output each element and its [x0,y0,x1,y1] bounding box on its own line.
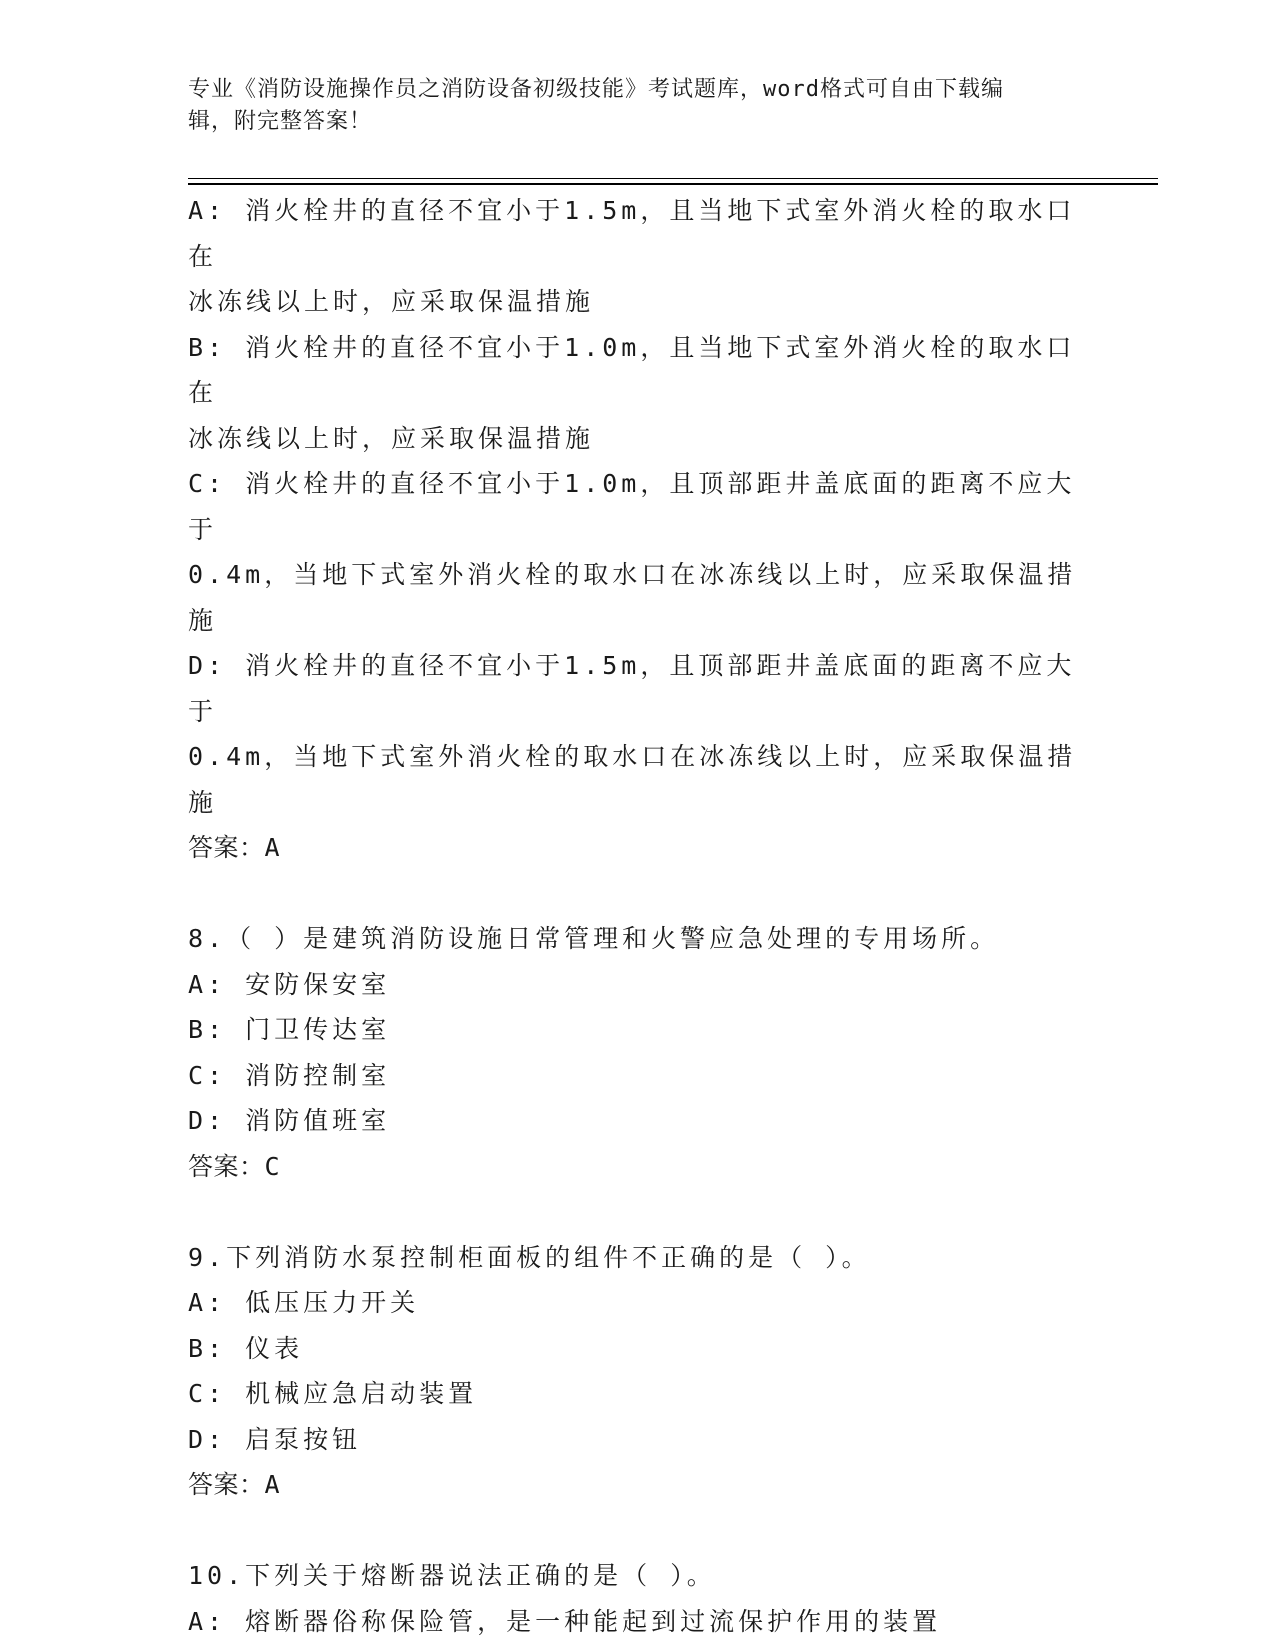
document-header [188,74,1088,138]
question-content [188,188,1088,1644]
q7-option-c-line-3: 施 [188,605,218,635]
q9-option-c: C: 机械应急启动装置 [188,1379,478,1408]
question-10 [188,1553,1088,1644]
q7-option-d-line-3: 施 [188,787,218,817]
q8-option-d: D: 消防值班室 [188,1106,391,1135]
q9-option-a: A: 低压压力开关 [188,1288,420,1317]
q7-option-c-line-2: 0.4m，当地下式室外消火栓的取水口在冰冻线以上时，应采取保温措 [188,560,1077,589]
spacer [188,1189,1088,1235]
q7-option-b-line-1: B: 消火栓井的直径不宜小于1.0m，且当地下式室外消火栓的取水口在 [188,332,1076,407]
q7-option-a-line-1: A: 消火栓井的直径不宜小于1.5m，且当地下式室外消火栓的取水口在 [188,196,1076,271]
q9-option-b: B: 仪表 [188,1333,304,1363]
q9-option-d: D: 启泵按钮 [188,1424,362,1454]
q7-option-a-line-2: 冰冻线以上时，应采取保温措施 [188,287,595,316]
q10-question-text: 10.下列关于熔断器说法正确的是（ ）。 [188,1561,716,1590]
q7-option-c-line-1: C: 消火栓井的直径不宜小于1.0m，且顶部距井盖底面的距离不应大于 [188,469,1076,544]
q7-option-d-line-1: D: 消火栓井的直径不宜小于1.5m，且顶部距井盖底面的距离不应大于 [188,651,1076,726]
question-9 [188,1235,1088,1508]
header-divider-thin [188,178,1158,179]
spacer [188,1508,1088,1554]
question-8 [188,916,1088,1189]
q8-answer: 答案：C [188,1151,281,1181]
q8-option-a: A: 安防保安室 [188,969,391,999]
q8-question-text: 8.（ ）是建筑消防设施日常管理和火警应急处理的专用场所。 [188,924,1000,953]
spacer [188,871,1088,917]
header-line-1: 专业《消防设施操作员之消防设备初级技能》考试题库，word格式可自由下载编 [188,77,1004,102]
header-divider-thick [188,183,1158,185]
question-7 [188,188,1088,871]
q10-option-a: A: 熔断器俗称保险管，是一种能起到过流保护作用的装置 [188,1606,942,1636]
q7-option-d-line-2: 0.4m，当地下式室外消火栓的取水口在冰冻线以上时，应采取保温措 [188,742,1077,771]
q9-answer: 答案：A [188,1470,281,1499]
q7-option-b-line-2: 冰冻线以上时，应采取保温措施 [188,423,595,453]
header-line-2: 辑，附完整答案！ [188,109,373,134]
q8-option-c: C: 消防控制室 [188,1060,391,1090]
q8-option-b: B: 门卫传达室 [188,1015,391,1044]
q9-question-text: 9.下列消防水泵控制柜面板的组件不正确的是（ ）。 [188,1242,871,1272]
q7-answer: 答案：A [188,833,281,862]
